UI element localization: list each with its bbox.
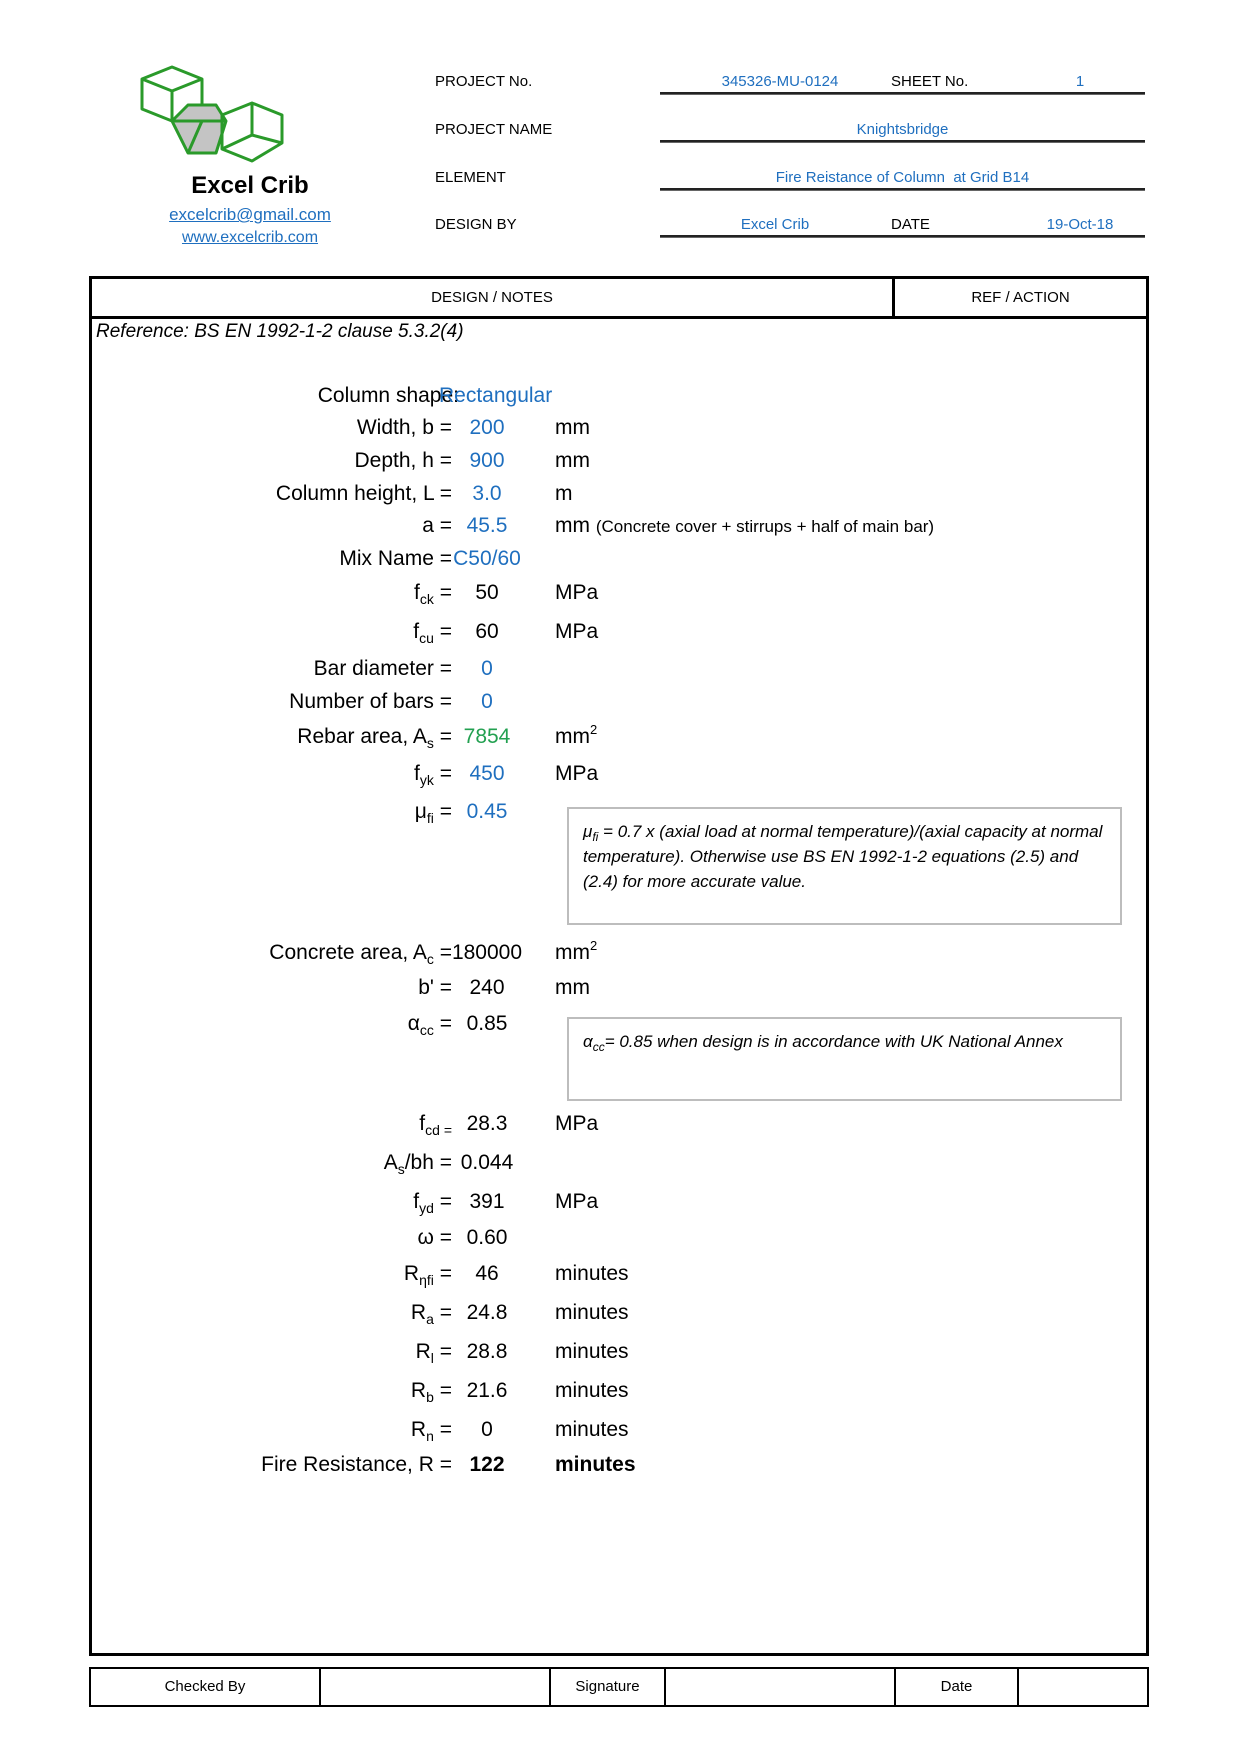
column-shape-value[interactable]: Rectangular	[439, 384, 553, 407]
row-r-n	[92, 1418, 1092, 1450]
project-no-label: PROJECT No.	[435, 73, 533, 90]
design-frame	[89, 276, 1149, 1656]
depth-unit: mm	[555, 449, 590, 472]
fcu-value: 60	[475, 620, 499, 643]
frame-header	[92, 279, 1146, 319]
brand-website-link[interactable]: www.excelcrib.com	[181, 229, 319, 246]
fck-label: $f_{ck}$ =	[414, 581, 452, 607]
mu-fi-value[interactable]: 0.45	[466, 800, 508, 823]
project-name-label: PROJECT NAME	[435, 121, 553, 138]
row-column-height	[92, 482, 1092, 514]
ref-action-header: REF / ACTION	[971, 289, 1070, 306]
concrete-area-unit: $mm^2$	[555, 938, 598, 964]
row-width	[92, 416, 1092, 448]
brand-email-link[interactable]: excelcrib@gmail.com	[169, 205, 331, 224]
design-by-label: DESIGN BY	[435, 216, 517, 233]
project-name-underline	[660, 140, 1145, 143]
column-height-unit: m	[555, 482, 573, 505]
row-fire-resistance	[92, 1453, 1092, 1485]
bar-diameter-value[interactable]: 0	[481, 657, 493, 680]
row-rebar-area	[92, 722, 1092, 757]
a-value[interactable]: 45.5	[466, 514, 508, 537]
b-prime-unit: mm	[555, 976, 590, 999]
signoff-table	[89, 1667, 1149, 1707]
bar-diameter-label: Bar diameter =	[313, 657, 452, 680]
r-l-label: $R_l$ =	[415, 1340, 452, 1366]
signature-field[interactable]	[666, 1669, 896, 1705]
fyd-unit: MPa	[555, 1190, 599, 1213]
depth-value[interactable]: 900	[469, 449, 505, 472]
row-fcu	[92, 620, 1092, 652]
row-fyd	[92, 1190, 1092, 1222]
element-value: Fire Reistance of Column at Grid B14	[775, 169, 1030, 186]
row-r-eta-fi	[92, 1262, 1092, 1294]
date-label: DATE	[891, 216, 930, 233]
b-prime-label: b' =	[418, 976, 452, 999]
row-bar-diameter	[92, 657, 1092, 689]
fyk-value[interactable]: 450	[469, 762, 505, 785]
r-eta-fi-value: 46	[475, 1262, 499, 1285]
row-fck	[92, 581, 1092, 613]
checked-by-field[interactable]	[321, 1669, 551, 1705]
element-underline	[660, 188, 1145, 191]
row-mix-name	[92, 547, 1092, 579]
column-height-label: Column height, L =	[275, 482, 452, 505]
rebar-area-value: 7854	[463, 725, 511, 748]
row-fcd	[92, 1112, 1092, 1144]
alpha-cc-value: 0.85	[466, 1012, 508, 1035]
fyd-label: $f_{yd}$ =	[413, 1190, 452, 1216]
fcd-unit: MPa	[555, 1112, 599, 1135]
fcd-value: 28.3	[466, 1112, 508, 1135]
element-label: ELEMENT	[435, 169, 506, 186]
brand-name: Excel Crib	[191, 172, 309, 199]
r-n-value: 0	[481, 1418, 493, 1441]
sheet-no-label: SHEET No.	[891, 73, 969, 90]
r-b-unit: minutes	[555, 1379, 629, 1402]
r-n-unit: minutes	[555, 1418, 629, 1441]
fcu-label: $f_{cu}$ =	[413, 620, 452, 646]
fck-unit: MPa	[555, 581, 599, 604]
row-r-l	[92, 1340, 1092, 1372]
signature-label: Signature	[551, 1669, 666, 1705]
row-concrete-area	[92, 938, 1092, 973]
project-no-underline	[660, 92, 1145, 95]
r-l-unit: minutes	[555, 1340, 629, 1363]
design-by-underline	[660, 235, 1145, 238]
sheet-no-value: 1	[1075, 73, 1085, 90]
row-fyk	[92, 762, 1092, 794]
omega-label: ω =	[417, 1226, 452, 1249]
r-b-value: 21.6	[466, 1379, 508, 1402]
column-shape-label: Column shape:	[317, 384, 459, 407]
r-a-value: 24.8	[466, 1301, 508, 1324]
alpha-cc-label: $\alpha_{cc}$ =	[407, 1012, 452, 1038]
alpha-cc-note: $\alpha_{cc}= 0.85$ when design is in accordance with UK National Annex	[567, 1017, 1122, 1101]
fire-resistance-unit: minutes	[555, 1453, 636, 1476]
a-unit: mm (Concrete cover + stirrups + half of main bar)	[555, 514, 935, 537]
fire-resistance-label: Fire Resistance, R =	[261, 1453, 452, 1476]
row-omega	[92, 1226, 1092, 1258]
date-value: 19-Oct-18	[1046, 216, 1114, 233]
fck-value: 50	[475, 581, 499, 604]
rebar-area-label: Rebar area, $A_s$ =	[297, 725, 452, 751]
rebar-area-unit: $mm^2$	[555, 722, 598, 748]
r-n-label: $R_n$ =	[410, 1418, 452, 1444]
row-r-b	[92, 1379, 1092, 1411]
column-height-value[interactable]: 3.0	[472, 482, 502, 505]
row-column-shape	[92, 384, 1092, 416]
design-by-value: Excel Crib	[740, 216, 810, 233]
row-depth	[92, 449, 1092, 481]
mix-name-value[interactable]: C50/60	[453, 547, 521, 570]
r-eta-fi-label: $R_{\eta fi}$ =	[403, 1262, 452, 1288]
r-eta-fi-unit: minutes	[555, 1262, 629, 1285]
row-b-prime	[92, 976, 1092, 1008]
date-footer-label: Date	[896, 1669, 1019, 1705]
concrete-area-value: 180000	[451, 941, 523, 964]
fyd-value: 391	[469, 1190, 505, 1213]
mu-fi-label: $\mu_{fi}$ =	[414, 800, 452, 826]
r-b-label: $R_b$ =	[410, 1379, 452, 1405]
fyk-unit: MPa	[555, 762, 599, 785]
number-of-bars-label: Number of bars =	[289, 690, 452, 713]
as-bh-label: $A_s/bh$ =	[383, 1151, 452, 1177]
mu-fi-note: $\mu_{fi} = 0.7$ x (axial load at normal temperature)/(axial capacity at normal temperature). Otherwise use BS EN 1992-1-2 equations (2.5) and (2.4) for more accurate value.	[567, 807, 1122, 925]
row-as-bh	[92, 1151, 1092, 1183]
design-notes-header: DESIGN / NOTES	[431, 289, 553, 306]
a-label: a =	[422, 514, 452, 537]
date-footer-field[interactable]	[1019, 1669, 1147, 1705]
reference-text: Reference: BS EN 1992-1-2 clause 5.3.2(4)	[96, 321, 464, 342]
depth-label: Depth, h =	[354, 449, 452, 472]
fire-resistance-value: 122	[469, 1453, 505, 1476]
project-no-value: 345326-MU-0124	[721, 73, 839, 90]
as-bh-value: 0.044	[460, 1151, 514, 1174]
project-name-value: Knightsbridge	[856, 121, 949, 138]
width-value[interactable]: 200	[469, 416, 505, 439]
row-a	[92, 514, 1092, 546]
width-unit: mm	[555, 416, 590, 439]
number-of-bars-value[interactable]: 0	[481, 690, 493, 713]
r-a-label: $R_a$ =	[410, 1301, 452, 1327]
width-label: Width, b =	[356, 416, 452, 439]
concrete-area-label: Concrete area, $A_c$ =	[269, 941, 452, 967]
omega-value: 0.60	[466, 1226, 508, 1249]
fyk-label: $f_{yk}$ =	[414, 762, 452, 788]
fcu-unit: MPa	[555, 620, 599, 643]
b-prime-value: 240	[469, 976, 505, 999]
row-r-a	[92, 1301, 1092, 1333]
checked-by-label: Checked By	[91, 1669, 321, 1705]
row-number-of-bars	[92, 690, 1092, 722]
excel-crib-logo-icon	[138, 65, 288, 165]
a-unit-note: (Concrete cover + stirrups + half of main bar)	[595, 517, 935, 536]
fcd-label: $f_{cd =}$	[419, 1112, 452, 1138]
r-a-unit: minutes	[555, 1301, 629, 1324]
r-l-value: 28.8	[466, 1340, 508, 1363]
mix-name-label: Mix Name =	[339, 547, 452, 570]
